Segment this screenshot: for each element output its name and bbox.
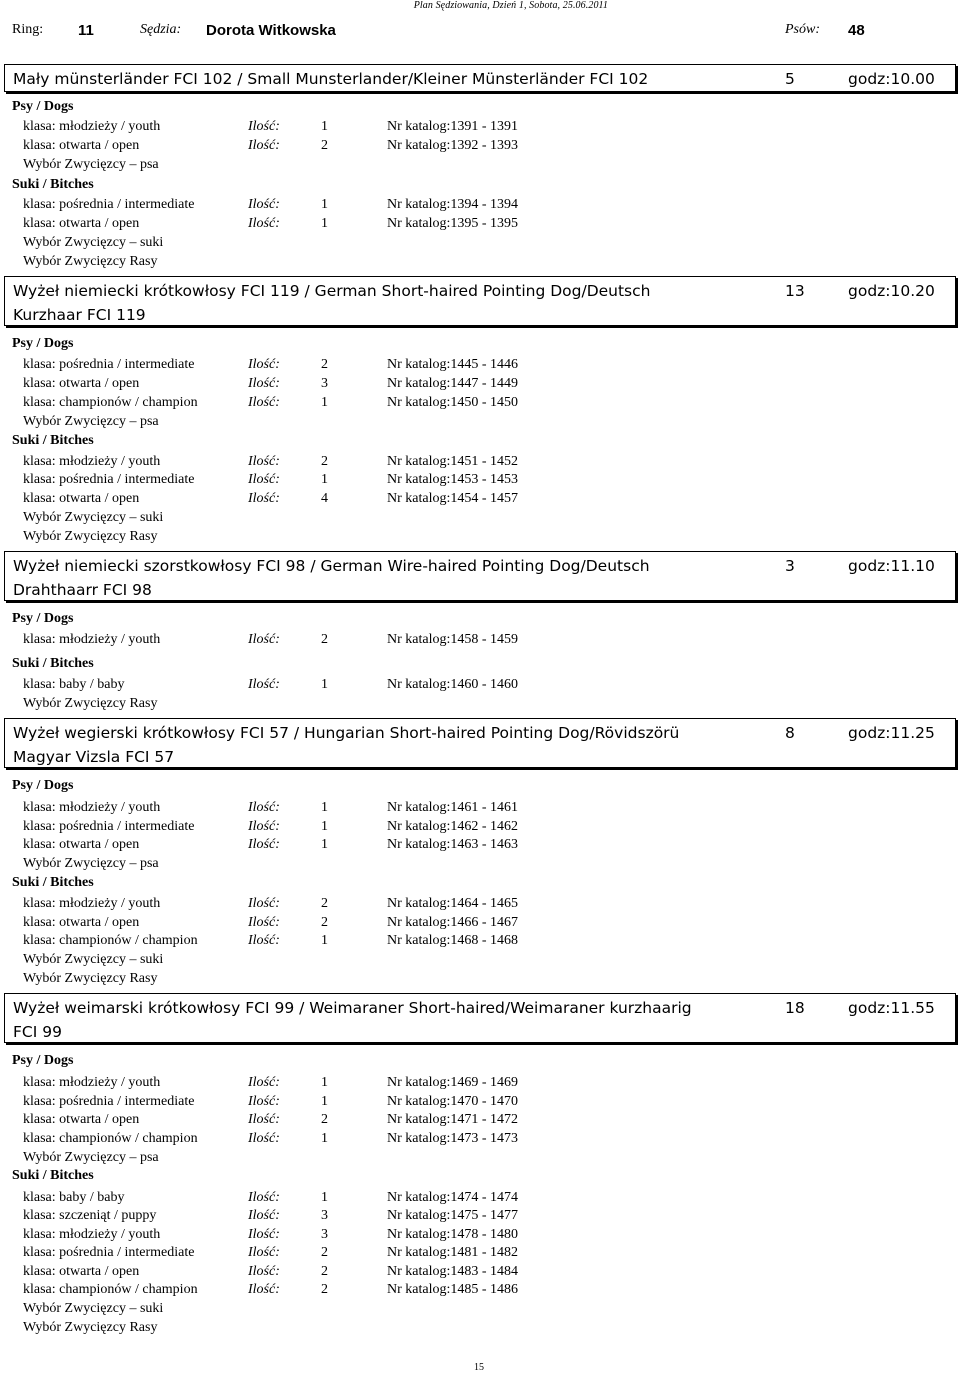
quantity-label: Ilość:: [248, 491, 280, 506]
catalog-range: Nr katalog:1461 - 1461: [387, 800, 519, 815]
quantity-value: 1: [321, 1075, 328, 1090]
breed-dog-count: 8: [785, 724, 795, 742]
catalog-range: Nr katalog:1453 - 1453: [387, 472, 519, 487]
class-row: [0, 453, 960, 471]
catalog-range: Nr katalog:1391 - 1391: [387, 119, 519, 134]
males-section-title: Psy / Dogs: [12, 611, 74, 626]
class-name: klasa: otwarta / open: [23, 138, 140, 153]
class-name: klasa: pośrednia / intermediate: [23, 357, 195, 372]
quantity-value: 2: [321, 357, 328, 372]
breed-winner-label: Wybór Zwycięzcy Rasy: [23, 1320, 158, 1335]
quantity-label: Ilość:: [248, 1190, 280, 1205]
breed-dog-count: 3: [785, 557, 795, 575]
quantity-value: 1: [321, 472, 328, 487]
quantity-value: 2: [321, 1245, 328, 1260]
quantity-value: 3: [321, 1208, 328, 1223]
breed-header: [4, 64, 956, 92]
quantity-label: Ilość:: [248, 216, 280, 231]
ring-label: Ring:: [12, 22, 44, 37]
breed-time: godz:10.20: [848, 282, 935, 300]
class-name: klasa: pośrednia / intermediate: [23, 819, 195, 834]
catalog-range: Nr katalog:1458 - 1459: [387, 632, 519, 647]
breed-winner-label: Wybór Zwycięzcy Rasy: [23, 696, 158, 711]
quantity-value: 1: [321, 837, 328, 852]
breed-time: godz:11.55: [848, 999, 935, 1017]
class-row: [0, 356, 960, 374]
catalog-range: Nr katalog:1474 - 1474: [387, 1190, 519, 1205]
class-row: [0, 1130, 960, 1148]
quantity-value: 1: [321, 119, 328, 134]
class-row: [0, 836, 960, 854]
breed-winner-label: Wybór Zwycięzcy Rasy: [23, 529, 158, 544]
class-row: [0, 799, 960, 817]
female-winner-label: Wybór Zwycięzcy – suki: [23, 510, 164, 525]
catalog-range: Nr katalog:1468 - 1468: [387, 933, 519, 948]
class-name: klasa: championów / champion: [23, 1282, 198, 1297]
quantity-value: 1: [321, 677, 328, 692]
class-row: [0, 471, 960, 489]
class-name: klasa: szczeniąt / puppy: [23, 1208, 157, 1223]
class-name: klasa: baby / baby: [23, 677, 125, 692]
quantity-value: 2: [321, 1264, 328, 1279]
quantity-value: 4: [321, 491, 328, 506]
class-name: klasa: młodzieży / youth: [23, 632, 161, 647]
class-name: klasa: otwarta / open: [23, 1112, 140, 1127]
quantity-value: 2: [321, 138, 328, 153]
class-row: [0, 1207, 960, 1225]
breed-name: Mały münsterländer FCI 102 / Small Munsterlander/Kleiner Münsterländer FCI 102: [13, 70, 649, 88]
breed-name: Wyżeł wegierski krótkowłosy FCI 57 / Hungarian Short-haired Pointing Dog/Rövidszörü Magyar Vizsla FCI 57: [13, 724, 680, 766]
schedule-header-note: Plan Sędziowania, Dzień 1, Sobota, 25.06.2011: [413, 0, 608, 11]
page-number: 15: [474, 1362, 484, 1373]
catalog-range: Nr katalog:1475 - 1477: [387, 1208, 519, 1223]
breed-header: [4, 993, 956, 1043]
dogs-label: Psów:: [785, 22, 820, 37]
quantity-value: 1: [321, 1131, 328, 1146]
breed-name: Wyżeł niemiecki krótkowłosy FCI 119 / German Short-haired Pointing Dog/Deutsch Kurzhaar FCI 119: [13, 282, 651, 324]
judge-label: Sędzia:: [140, 22, 182, 37]
catalog-range: Nr katalog:1481 - 1482: [387, 1245, 519, 1260]
breed-name: Wyżeł weimarski krótkowłosy FCI 99 / Weimaraner Short-haired/Weimaraner kurzhaarig FCI 99: [13, 999, 692, 1041]
quantity-value: 2: [321, 454, 328, 469]
class-row: [0, 676, 960, 694]
females-section-title: Suki / Bitches: [12, 433, 94, 448]
female-winner-label: Wybór Zwycięzcy – suki: [23, 952, 164, 967]
breed-time: godz:11.25: [848, 724, 935, 742]
quantity-label: Ilość:: [248, 376, 280, 391]
class-row: [0, 1093, 960, 1111]
breed-header: [4, 276, 956, 326]
quantity-label: Ilość:: [248, 819, 280, 834]
males-section-title: Psy / Dogs: [12, 99, 74, 114]
class-row: [0, 118, 960, 136]
class-row: [0, 137, 960, 155]
quantity-value: 1: [321, 395, 328, 410]
quantity-value: 1: [321, 197, 328, 212]
quantity-label: Ilość:: [248, 138, 280, 153]
catalog-range: Nr katalog:1473 - 1473: [387, 1131, 519, 1146]
class-row: [0, 1244, 960, 1262]
class-name: klasa: młodzieży / youth: [23, 800, 161, 815]
quantity-label: Ilość:: [248, 357, 280, 372]
catalog-range: Nr katalog:1471 - 1472: [387, 1112, 519, 1127]
quantity-value: 3: [321, 1227, 328, 1242]
class-name: klasa: pośrednia / intermediate: [23, 1094, 195, 1109]
class-row: [0, 932, 960, 950]
quantity-label: Ilość:: [248, 632, 280, 647]
class-name: klasa: otwarta / open: [23, 216, 140, 231]
class-name: klasa: młodzieży / youth: [23, 119, 161, 134]
class-row: [0, 394, 960, 412]
class-name: klasa: pośrednia / intermediate: [23, 1245, 195, 1260]
class-name: klasa: otwarta / open: [23, 915, 140, 930]
quantity-value: 1: [321, 800, 328, 815]
class-name: klasa: championów / champion: [23, 1131, 198, 1146]
class-row: [0, 914, 960, 932]
breed-time: godz:10.00: [848, 70, 935, 88]
catalog-range: Nr katalog:1395 - 1395: [387, 216, 519, 231]
quantity-label: Ilość:: [248, 1282, 280, 1297]
class-name: klasa: otwarta / open: [23, 837, 140, 852]
class-row: [0, 895, 960, 913]
catalog-range: Nr katalog:1485 - 1486: [387, 1282, 519, 1297]
quantity-value: 1: [321, 1190, 328, 1205]
quantity-label: Ilość:: [248, 1112, 280, 1127]
quantity-value: 2: [321, 896, 328, 911]
class-name: klasa: baby / baby: [23, 1190, 125, 1205]
class-name: klasa: pośrednia / intermediate: [23, 197, 195, 212]
catalog-range: Nr katalog:1478 - 1480: [387, 1227, 519, 1242]
male-winner-label: Wybór Zwycięzcy – psa: [23, 414, 159, 429]
females-section-title: Suki / Bitches: [12, 656, 94, 671]
quantity-value: 2: [321, 915, 328, 930]
catalog-range: Nr katalog:1445 - 1446: [387, 357, 519, 372]
quantity-value: 1: [321, 1094, 328, 1109]
breed-header: [4, 718, 956, 768]
quantity-value: 1: [321, 933, 328, 948]
catalog-range: Nr katalog:1454 - 1457: [387, 491, 519, 506]
male-winner-label: Wybór Zwycięzcy – psa: [23, 1150, 159, 1165]
catalog-range: Nr katalog:1463 - 1463: [387, 837, 519, 852]
class-row: [0, 1189, 960, 1207]
class-row: [0, 196, 960, 214]
class-name: klasa: otwarta / open: [23, 376, 140, 391]
quantity-label: Ilość:: [248, 454, 280, 469]
females-section-title: Suki / Bitches: [12, 1168, 94, 1183]
quantity-label: Ilość:: [248, 1075, 280, 1090]
quantity-label: Ilość:: [248, 1227, 280, 1242]
quantity-label: Ilość:: [248, 1245, 280, 1260]
breed-header: [4, 551, 956, 601]
class-name: klasa: pośrednia / intermediate: [23, 472, 195, 487]
class-name: klasa: championów / champion: [23, 933, 198, 948]
quantity-value: 3: [321, 376, 328, 391]
judge-name: Dorota Witkowska: [206, 22, 336, 39]
catalog-range: Nr katalog:1464 - 1465: [387, 896, 519, 911]
quantity-value: 1: [321, 819, 328, 834]
breed-name: Wyżeł niemiecki szorstkowłosy FCI 98 / German Wire-haired Pointing Dog/Deutsch Drahthaarr FCI 98: [13, 557, 650, 599]
males-section-title: Psy / Dogs: [12, 778, 74, 793]
class-row: [0, 215, 960, 233]
breed-dog-count: 5: [785, 70, 795, 88]
quantity-value: 2: [321, 1112, 328, 1127]
catalog-range: Nr katalog:1466 - 1467: [387, 915, 519, 930]
quantity-label: Ilość:: [248, 1264, 280, 1279]
class-name: klasa: championów / champion: [23, 395, 198, 410]
class-name: klasa: otwarta / open: [23, 1264, 140, 1279]
quantity-label: Ilość:: [248, 197, 280, 212]
catalog-range: Nr katalog:1394 - 1394: [387, 197, 519, 212]
catalog-range: Nr katalog:1447 - 1449: [387, 376, 519, 391]
class-row: [0, 1074, 960, 1092]
quantity-label: Ilość:: [248, 800, 280, 815]
breed-time: godz:11.10: [848, 557, 935, 575]
breed-dog-count: 13: [785, 282, 805, 300]
class-name: klasa: młodzieży / youth: [23, 454, 161, 469]
quantity-label: Ilość:: [248, 915, 280, 930]
quantity-label: Ilość:: [248, 1131, 280, 1146]
catalog-range: Nr katalog:1462 - 1462: [387, 819, 519, 834]
male-winner-label: Wybór Zwycięzcy – psa: [23, 157, 159, 172]
catalog-range: Nr katalog:1392 - 1393: [387, 138, 519, 153]
class-row: [0, 1263, 960, 1281]
class-row: [0, 818, 960, 836]
catalog-range: Nr katalog:1483 - 1484: [387, 1264, 519, 1279]
catalog-range: Nr katalog:1450 - 1450: [387, 395, 519, 410]
males-section-title: Psy / Dogs: [12, 336, 74, 351]
female-winner-label: Wybór Zwycięzcy – suki: [23, 235, 164, 250]
females-section-title: Suki / Bitches: [12, 177, 94, 192]
class-row: [0, 631, 960, 649]
quantity-value: 2: [321, 632, 328, 647]
catalog-range: Nr katalog:1460 - 1460: [387, 677, 519, 692]
quantity-label: Ilość:: [248, 395, 280, 410]
class-row: [0, 1226, 960, 1244]
quantity-label: Ilość:: [248, 677, 280, 692]
quantity-label: Ilość:: [248, 837, 280, 852]
quantity-label: Ilość:: [248, 933, 280, 948]
quantity-label: Ilość:: [248, 1094, 280, 1109]
males-section-title: Psy / Dogs: [12, 1053, 74, 1068]
quantity-label: Ilość:: [248, 896, 280, 911]
quantity-label: Ilość:: [248, 119, 280, 134]
catalog-range: Nr katalog:1470 - 1470: [387, 1094, 519, 1109]
female-winner-label: Wybór Zwycięzcy – suki: [23, 1301, 164, 1316]
class-row: [0, 490, 960, 508]
class-name: klasa: otwarta / open: [23, 491, 140, 506]
class-row: [0, 1111, 960, 1129]
class-row: [0, 1281, 960, 1299]
breed-winner-label: Wybór Zwycięzcy Rasy: [23, 254, 158, 269]
quantity-label: Ilość:: [248, 1208, 280, 1223]
quantity-value: 2: [321, 1282, 328, 1297]
dogs-count: 48: [848, 22, 865, 39]
catalog-range: Nr katalog:1451 - 1452: [387, 454, 519, 469]
class-name: klasa: młodzieży / youth: [23, 896, 161, 911]
quantity-label: Ilość:: [248, 472, 280, 487]
ring-number: 11: [78, 22, 94, 39]
females-section-title: Suki / Bitches: [12, 875, 94, 890]
catalog-range: Nr katalog:1469 - 1469: [387, 1075, 519, 1090]
breed-winner-label: Wybór Zwycięzcy Rasy: [23, 971, 158, 986]
class-row: [0, 375, 960, 393]
class-name: klasa: młodzieży / youth: [23, 1075, 161, 1090]
class-name: klasa: młodzieży / youth: [23, 1227, 161, 1242]
quantity-value: 1: [321, 216, 328, 231]
breed-dog-count: 18: [785, 999, 805, 1017]
ring-info-line: [12, 22, 948, 42]
male-winner-label: Wybór Zwycięzcy – psa: [23, 856, 159, 871]
